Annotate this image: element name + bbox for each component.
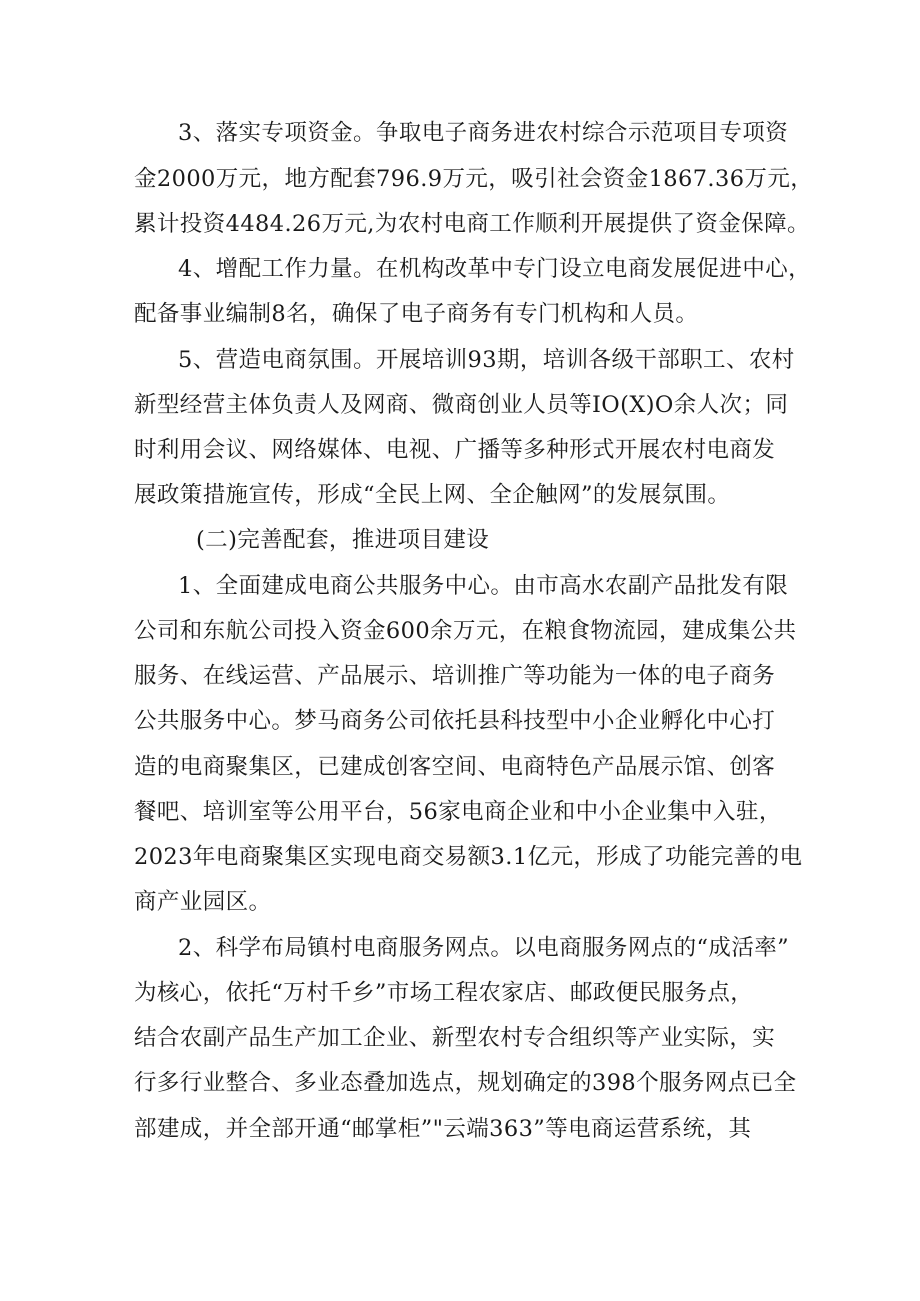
paragraph-1-line-2: 公司和东航公司投入资金600余万元，在粮食物流园，建成集公共 [134, 618, 797, 644]
paragraph-1-line-7: 2023年电商聚集区实现电商交易额3.1亿元，形成了功能完善的电 [134, 844, 803, 870]
paragraph-2-line-3: 结合农副产品生产加工企业、新型农村专合组织等产业实际，实 [134, 1025, 776, 1051]
paragraph-3-line-3: 累计投资4484.26万元,为农村电商工作顺利开展提供了资金保障。 [134, 211, 810, 237]
section-heading: (二)完善配套，推进项目建设 [196, 527, 490, 553]
paragraph-3-line-1: 3、落实专项资金。争取电子商务进农村综合示范项目专项资 [178, 120, 789, 146]
paragraph-5-line-3: 时利用会议、网络媒体、电视、广播等多种形式开展农村电商发 [134, 437, 776, 463]
paragraph-4-line-1: 4、增配工作力量。在机构改革中专门设立电商发展促进中心， [178, 256, 812, 282]
paragraph-2-line-4: 行多行业整合、多业态叠加选点，规划确定的398个服务网点已全 [134, 1070, 797, 1096]
paragraph-5-line-2: 新型经营主体负责人及网商、微商创业人员等IO(X)O余人次；同 [134, 392, 789, 418]
paragraph-2-line-1: 2、科学布局镇村电商服务网点。以电商服务网点的“成活率” [178, 935, 790, 961]
paragraph-2-line-2: 为核心，依托“万村千乡”市场工程农家店、邮政便民服务点， [134, 980, 754, 1006]
paragraph-2-line-5: 部建成，并全部开通“邮掌柜”"云端363”等电商运营系统，其 [134, 1116, 752, 1142]
paragraph-5-line-4: 展政策措施宣传，形成“全民上网、全企触网”的发展氛围。 [134, 482, 731, 508]
paragraph-5-line-1: 5、营造电商氛围。开展培训93期，培训各级干部职工、农村 [178, 347, 795, 373]
paragraph-1-line-1: 1、全面建成电商公共服务中心。由市高水农副产品批发有限 [178, 573, 789, 599]
paragraph-1-line-3: 服务、在线运营、产品展示、培训推广等功能为一体的电子商务 [134, 663, 776, 689]
paragraph-1-line-5: 造的电商聚集区，已建成创客空间、电商特色产品展示馆、创客 [134, 754, 776, 780]
paragraph-4-line-2: 配备事业编制8名，确保了电子商务有专门机构和人员。 [134, 301, 699, 327]
paragraph-1-line-8: 商产业园区。 [134, 889, 272, 915]
paragraph-1-line-6: 餐吧、培训室等公用平台，56家电商企业和中小企业集中入驻， [134, 799, 782, 825]
paragraph-1-line-4: 公共服务中心。梦马商务公司依托县科技型中小企业孵化中心打 [134, 708, 776, 734]
paragraph-3-line-2: 金2000万元，地方配套796.9万元，吸引社会资金1867.36万元， [134, 166, 814, 192]
